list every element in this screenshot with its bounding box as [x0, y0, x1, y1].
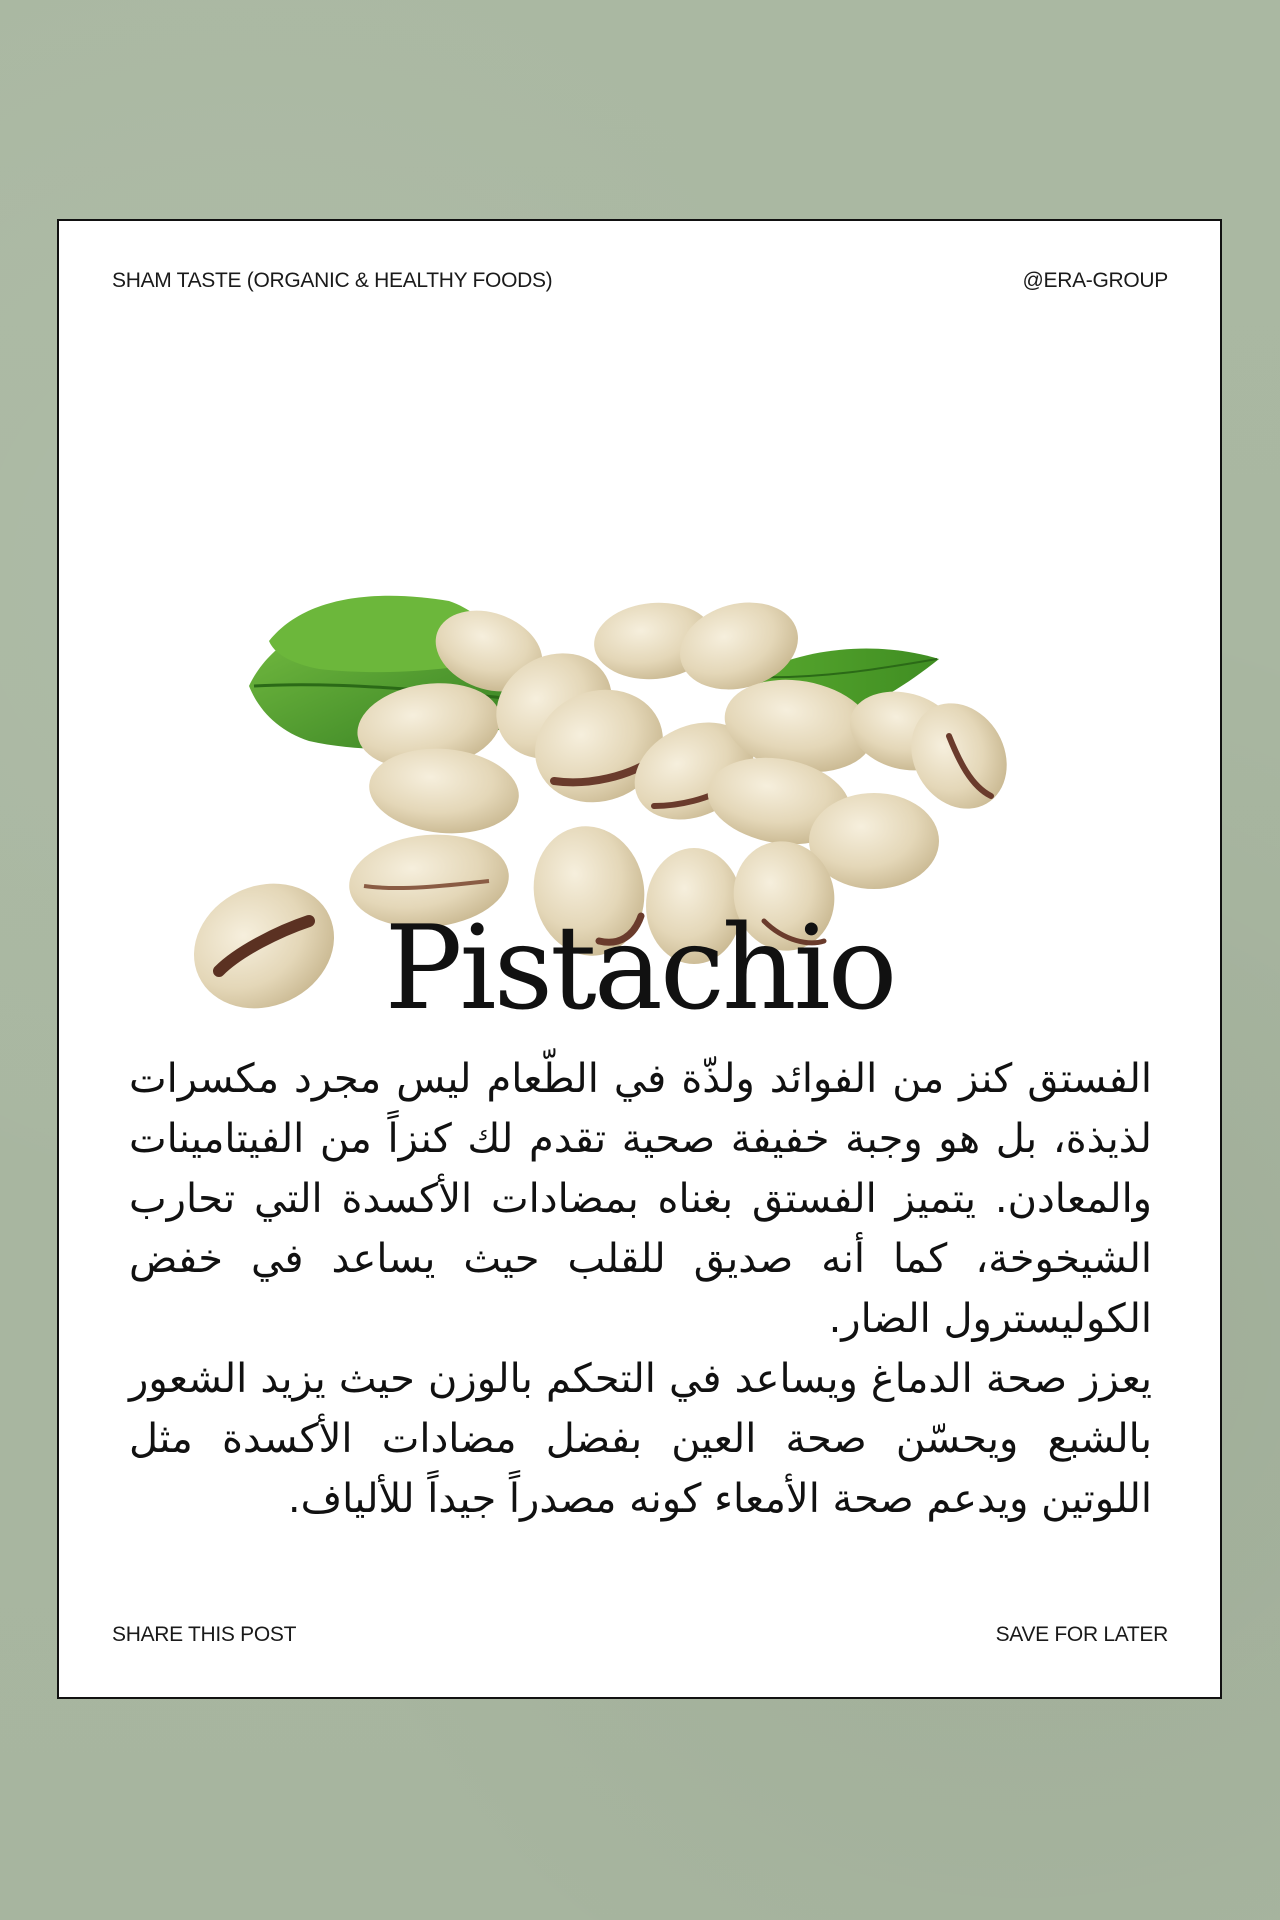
pistachio-illustration: [159, 441, 1159, 1141]
brand-label: SHAM TASTE (ORGANIC & HEALTHY FOODS): [112, 269, 553, 292]
save-for-later-link[interactable]: SAVE FOR LATER: [995, 1623, 1168, 1646]
post-card: [57, 219, 1222, 1699]
product-description: [129, 1049, 1152, 1529]
description-paragraph-1: الفستق كنز من الفوائد ولذّة في الطّعام ليس مجرد مكسرات لذيذة، بل هو وجبة خفيفة صحية تقدم لك كنزاً من الفيتامينات والمعادن. يتميز الفستق بغناه بمضادات الأكسدة التي تحارب الشيخوخة، كما أنه صديق للقلب حيث يساعد في خفض الكوليسترول الضار.: [129, 1056, 1152, 1342]
description-paragraph-2: يعزز صحة الدماغ ويساعد في التحكم بالوزن حيث يزيد الشعور بالشبع ويحسّن صحة العين بفضل مضادات الأكسدة مثل اللوتين ويدعم صحة الأمعاء كونه مصدراً جيداً للألياف.: [129, 1356, 1152, 1522]
handle-label: @ERA-GROUP: [1022, 269, 1168, 292]
product-title: Pistachio: [384, 901, 895, 1036]
share-post-link[interactable]: SHARE THIS POST: [112, 1623, 297, 1646]
